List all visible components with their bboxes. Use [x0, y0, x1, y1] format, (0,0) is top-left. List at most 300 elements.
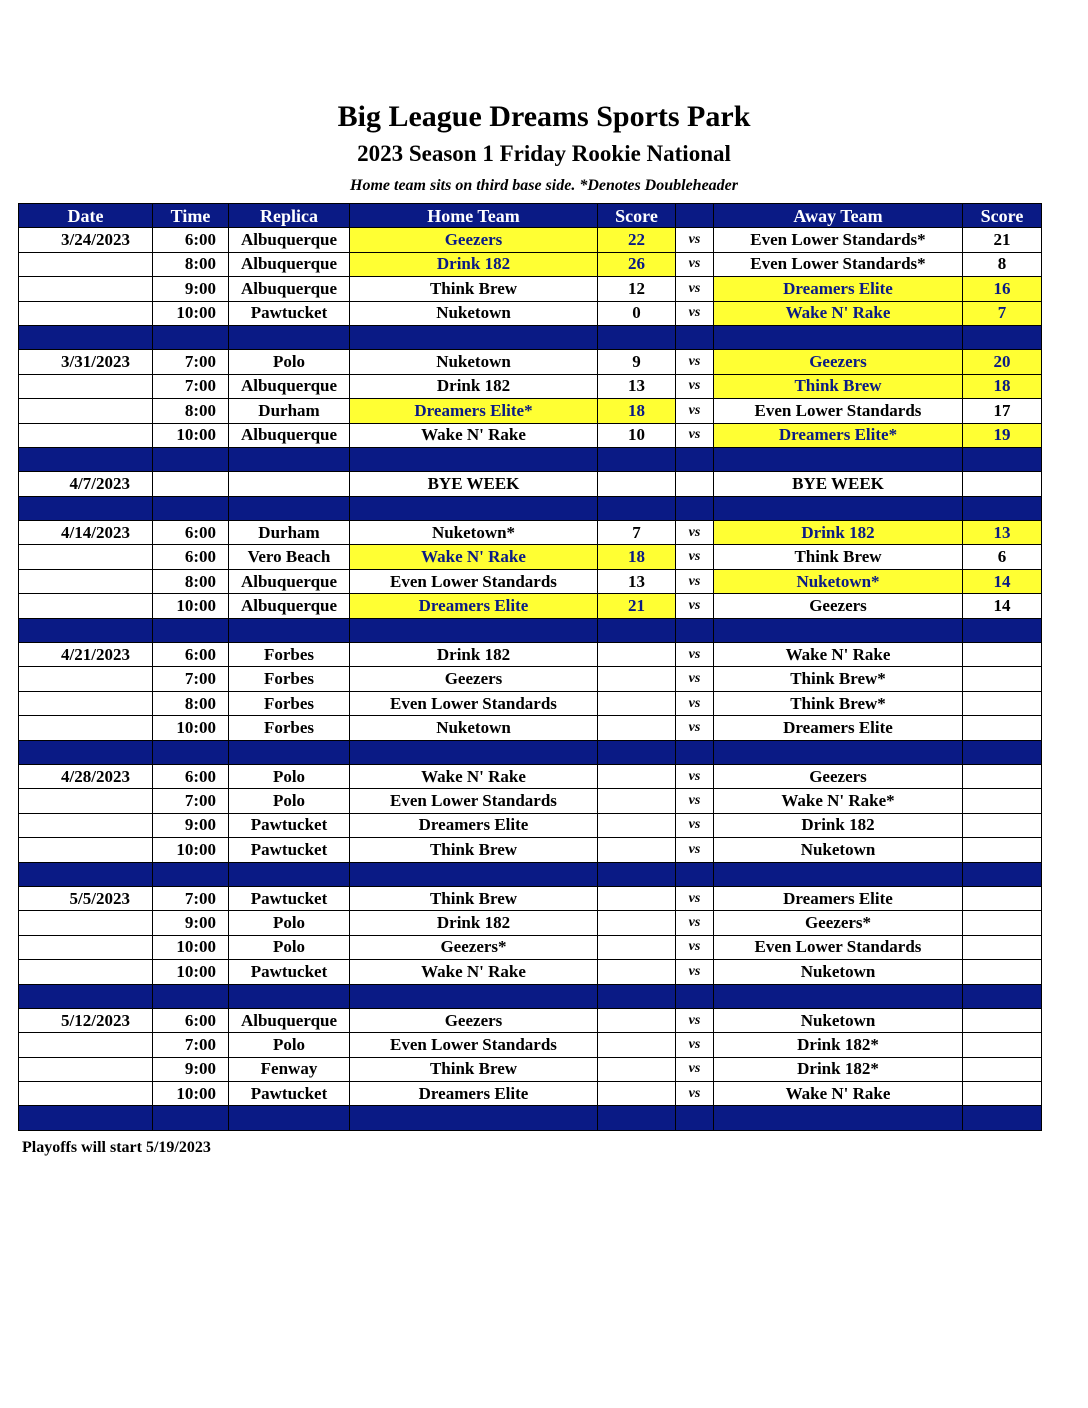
away-team-cell: Dreamers Elite	[714, 277, 963, 301]
separator-cell	[19, 325, 153, 349]
table-row	[19, 252, 1042, 276]
replica-cell: Fenway	[229, 1057, 350, 1081]
home-team-cell: Think Brew	[350, 886, 598, 910]
separator-cell	[153, 862, 229, 886]
away-score-cell: 7	[963, 301, 1042, 325]
home-score-cell: 18	[598, 545, 676, 569]
away-score-cell: 6	[963, 545, 1042, 569]
away-score-cell: 21	[963, 228, 1042, 252]
table-row	[19, 716, 1042, 740]
table-row	[19, 545, 1042, 569]
replica-cell: Albuquerque	[229, 1008, 350, 1032]
replica-cell: Albuquerque	[229, 277, 350, 301]
separator-cell	[229, 618, 350, 642]
week-separator-row	[19, 496, 1042, 520]
week-separator-row	[19, 740, 1042, 764]
replica-cell: Polo	[229, 789, 350, 813]
date-cell	[19, 277, 153, 301]
date-cell	[19, 399, 153, 423]
away-score-cell: 18	[963, 374, 1042, 398]
table-row	[19, 521, 1042, 545]
home-team-cell: Wake N' Rake	[350, 545, 598, 569]
table-row	[19, 789, 1042, 813]
separator-cell	[714, 740, 963, 764]
away-team-cell: Think Brew	[714, 545, 963, 569]
replica-cell: Albuquerque	[229, 374, 350, 398]
table-row	[19, 960, 1042, 984]
schedule-table	[18, 203, 1042, 1131]
table-row	[19, 301, 1042, 325]
replica-cell: Albuquerque	[229, 252, 350, 276]
away-team-cell: Think Brew*	[714, 691, 963, 715]
replica-cell: Albuquerque	[229, 423, 350, 447]
time-cell: 8:00	[153, 252, 229, 276]
away-team-cell: BYE WEEK	[714, 472, 963, 496]
away-score-cell	[963, 935, 1042, 959]
separator-cell	[714, 618, 963, 642]
away-team-cell: Drink 182	[714, 521, 963, 545]
vs-cell: vs	[676, 764, 714, 788]
home-score-cell	[598, 472, 676, 496]
date-cell	[19, 691, 153, 715]
replica-cell: Pawtucket	[229, 1082, 350, 1106]
separator-cell	[229, 1106, 350, 1130]
away-score-cell	[963, 838, 1042, 862]
away-score-cell: 19	[963, 423, 1042, 447]
home-team-cell: Nuketown*	[350, 521, 598, 545]
away-team-cell: Wake N' Rake	[714, 1082, 963, 1106]
away-score-cell	[963, 472, 1042, 496]
separator-cell	[229, 496, 350, 520]
separator-cell	[153, 984, 229, 1008]
column-header-home-team: Home Team	[350, 204, 598, 228]
time-cell: 8:00	[153, 399, 229, 423]
column-header-replica: Replica	[229, 204, 350, 228]
home-score-cell	[598, 813, 676, 837]
away-team-cell: Nuketown	[714, 838, 963, 862]
vs-cell: vs	[676, 521, 714, 545]
separator-cell	[598, 618, 676, 642]
date-cell	[19, 545, 153, 569]
separator-cell	[153, 618, 229, 642]
home-team-cell: Drink 182	[350, 374, 598, 398]
home-team-cell: Think Brew	[350, 838, 598, 862]
vs-cell: vs	[676, 301, 714, 325]
separator-cell	[963, 740, 1042, 764]
away-team-cell: Drink 182	[714, 813, 963, 837]
away-team-cell: Wake N' Rake	[714, 643, 963, 667]
table-row	[19, 643, 1042, 667]
separator-cell	[19, 496, 153, 520]
home-score-cell	[598, 716, 676, 740]
time-cell: 10:00	[153, 1082, 229, 1106]
table-row	[19, 838, 1042, 862]
week-separator-row	[19, 325, 1042, 349]
replica-cell: Albuquerque	[229, 594, 350, 618]
separator-cell	[676, 984, 714, 1008]
date-cell	[19, 960, 153, 984]
separator-cell	[350, 1106, 598, 1130]
replica-cell: Polo	[229, 764, 350, 788]
time-cell: 8:00	[153, 569, 229, 593]
replica-cell: Pawtucket	[229, 813, 350, 837]
away-team-cell: Geezers	[714, 594, 963, 618]
separator-cell	[963, 447, 1042, 471]
away-team-cell: Geezers*	[714, 911, 963, 935]
away-team-cell: Even Lower Standards*	[714, 228, 963, 252]
time-cell: 6:00	[153, 545, 229, 569]
home-score-cell: 10	[598, 423, 676, 447]
away-team-cell: Geezers	[714, 350, 963, 374]
date-cell	[19, 374, 153, 398]
vs-cell: vs	[676, 277, 714, 301]
column-header-date: Date	[19, 204, 153, 228]
table-row	[19, 911, 1042, 935]
home-score-cell	[598, 1057, 676, 1081]
away-team-cell: Nuketown	[714, 1008, 963, 1032]
table-row	[19, 935, 1042, 959]
date-cell: 5/5/2023	[19, 886, 153, 910]
separator-cell	[350, 740, 598, 764]
time-cell: 10:00	[153, 960, 229, 984]
separator-cell	[714, 1106, 963, 1130]
vs-cell	[676, 472, 714, 496]
separator-cell	[598, 447, 676, 471]
separator-cell	[676, 862, 714, 886]
separator-cell	[714, 984, 963, 1008]
separator-cell	[963, 618, 1042, 642]
separator-cell	[153, 740, 229, 764]
playoffs-note: Playoffs will start 5/19/2023	[22, 1139, 211, 1156]
time-cell: 6:00	[153, 1008, 229, 1032]
separator-cell	[19, 447, 153, 471]
away-score-cell	[963, 716, 1042, 740]
date-cell: 4/7/2023	[19, 472, 153, 496]
time-cell: 9:00	[153, 277, 229, 301]
column-header-vs	[676, 204, 714, 228]
away-team-cell: Drink 182*	[714, 1057, 963, 1081]
home-team-cell: Think Brew	[350, 277, 598, 301]
time-cell: 10:00	[153, 301, 229, 325]
week-separator-row	[19, 862, 1042, 886]
away-score-cell: 13	[963, 521, 1042, 545]
time-cell: 7:00	[153, 350, 229, 374]
replica-cell: Pawtucket	[229, 301, 350, 325]
vs-cell: vs	[676, 374, 714, 398]
vs-cell: vs	[676, 423, 714, 447]
date-cell: 4/14/2023	[19, 521, 153, 545]
date-cell	[19, 301, 153, 325]
home-team-cell: Geezers	[350, 667, 598, 691]
separator-cell	[676, 496, 714, 520]
home-score-cell	[598, 789, 676, 813]
away-team-cell: Dreamers Elite*	[714, 423, 963, 447]
home-score-cell	[598, 691, 676, 715]
table-row	[19, 691, 1042, 715]
home-team-cell: Wake N' Rake	[350, 764, 598, 788]
vs-cell: vs	[676, 911, 714, 935]
replica-cell: Polo	[229, 350, 350, 374]
away-score-cell	[963, 1033, 1042, 1057]
replica-cell: Polo	[229, 911, 350, 935]
vs-cell: vs	[676, 789, 714, 813]
away-score-cell	[963, 1082, 1042, 1106]
separator-cell	[229, 862, 350, 886]
date-cell: 3/24/2023	[19, 228, 153, 252]
away-score-cell: 20	[963, 350, 1042, 374]
away-team-cell: Wake N' Rake	[714, 301, 963, 325]
table-row	[19, 350, 1042, 374]
away-score-cell: 16	[963, 277, 1042, 301]
time-cell: 10:00	[153, 838, 229, 862]
separator-cell	[153, 496, 229, 520]
home-team-cell: Even Lower Standards	[350, 1033, 598, 1057]
home-team-cell: Wake N' Rake	[350, 960, 598, 984]
replica-cell: Forbes	[229, 716, 350, 740]
date-cell	[19, 423, 153, 447]
home-team-cell: Think Brew	[350, 1057, 598, 1081]
separator-cell	[598, 984, 676, 1008]
home-team-cell: Nuketown	[350, 350, 598, 374]
away-team-cell: Think Brew*	[714, 667, 963, 691]
week-separator-row	[19, 447, 1042, 471]
away-team-cell: Wake N' Rake*	[714, 789, 963, 813]
separator-cell	[963, 1106, 1042, 1130]
home-team-cell: Drink 182	[350, 911, 598, 935]
home-team-cell: Dreamers Elite*	[350, 399, 598, 423]
home-score-cell	[598, 667, 676, 691]
time-cell: 10:00	[153, 423, 229, 447]
home-score-cell	[598, 643, 676, 667]
vs-cell: vs	[676, 716, 714, 740]
home-score-cell: 22	[598, 228, 676, 252]
replica-cell: Albuquerque	[229, 569, 350, 593]
replica-cell: Durham	[229, 521, 350, 545]
away-team-cell: Geezers	[714, 764, 963, 788]
table-row	[19, 594, 1042, 618]
home-score-cell: 9	[598, 350, 676, 374]
away-score-cell	[963, 911, 1042, 935]
vs-cell: vs	[676, 569, 714, 593]
home-team-cell: Even Lower Standards	[350, 569, 598, 593]
table-row	[19, 1057, 1042, 1081]
page-subtitle: 2023 Season 1 Friday Rookie National	[357, 141, 731, 166]
home-score-cell: 12	[598, 277, 676, 301]
time-cell: 7:00	[153, 789, 229, 813]
replica-cell: Polo	[229, 1033, 350, 1057]
home-team-cell: Drink 182	[350, 252, 598, 276]
home-team-cell: Geezers*	[350, 935, 598, 959]
separator-cell	[229, 325, 350, 349]
away-score-cell	[963, 643, 1042, 667]
week-separator-row	[19, 618, 1042, 642]
replica-cell: Albuquerque	[229, 228, 350, 252]
replica-cell: Vero Beach	[229, 545, 350, 569]
separator-cell	[598, 740, 676, 764]
separator-cell	[350, 447, 598, 471]
time-cell: 6:00	[153, 521, 229, 545]
replica-cell: Forbes	[229, 667, 350, 691]
date-cell: 3/31/2023	[19, 350, 153, 374]
separator-cell	[714, 496, 963, 520]
away-score-cell	[963, 789, 1042, 813]
time-cell: 10:00	[153, 594, 229, 618]
home-score-cell	[598, 935, 676, 959]
separator-cell	[19, 862, 153, 886]
separator-cell	[350, 984, 598, 1008]
away-score-cell: 14	[963, 594, 1042, 618]
time-cell: 9:00	[153, 813, 229, 837]
separator-cell	[676, 740, 714, 764]
separator-cell	[598, 496, 676, 520]
table-row	[19, 399, 1042, 423]
column-header-away-team: Away Team	[714, 204, 963, 228]
date-cell	[19, 569, 153, 593]
replica-cell: Forbes	[229, 691, 350, 715]
home-score-cell: 7	[598, 521, 676, 545]
home-team-cell: Geezers	[350, 1008, 598, 1032]
home-team-cell: Nuketown	[350, 716, 598, 740]
vs-cell: vs	[676, 1082, 714, 1106]
separator-cell	[714, 325, 963, 349]
home-team-cell: Drink 182	[350, 643, 598, 667]
home-team-cell: Dreamers Elite	[350, 594, 598, 618]
separator-cell	[676, 1106, 714, 1130]
time-cell: 7:00	[153, 374, 229, 398]
time-cell: 6:00	[153, 228, 229, 252]
time-cell: 6:00	[153, 643, 229, 667]
column-header-away-score: Score	[963, 204, 1042, 228]
table-row	[19, 569, 1042, 593]
time-cell: 10:00	[153, 935, 229, 959]
separator-cell	[714, 447, 963, 471]
vs-cell: vs	[676, 691, 714, 715]
week-separator-row	[19, 1106, 1042, 1130]
home-team-cell: Geezers	[350, 228, 598, 252]
home-score-cell: 13	[598, 569, 676, 593]
away-score-cell	[963, 667, 1042, 691]
away-score-cell: 14	[963, 569, 1042, 593]
separator-cell	[963, 496, 1042, 520]
home-team-cell: Dreamers Elite	[350, 1082, 598, 1106]
time-cell: 7:00	[153, 667, 229, 691]
home-score-cell	[598, 960, 676, 984]
date-cell	[19, 716, 153, 740]
table-row	[19, 813, 1042, 837]
away-team-cell: Even Lower Standards	[714, 399, 963, 423]
away-team-cell: Think Brew	[714, 374, 963, 398]
date-cell: 4/28/2023	[19, 764, 153, 788]
away-score-cell	[963, 691, 1042, 715]
date-cell	[19, 252, 153, 276]
column-header-time: Time	[153, 204, 229, 228]
home-score-cell: 0	[598, 301, 676, 325]
time-cell	[153, 472, 229, 496]
home-team-cell: Wake N' Rake	[350, 423, 598, 447]
replica-cell: Polo	[229, 935, 350, 959]
replica-cell: Pawtucket	[229, 960, 350, 984]
away-score-cell	[963, 1008, 1042, 1032]
date-cell	[19, 935, 153, 959]
vs-cell: vs	[676, 1057, 714, 1081]
table-row	[19, 374, 1042, 398]
separator-cell	[676, 618, 714, 642]
table-row	[19, 667, 1042, 691]
home-score-cell: 18	[598, 399, 676, 423]
table-row	[19, 1008, 1042, 1032]
date-cell	[19, 1082, 153, 1106]
separator-cell	[19, 984, 153, 1008]
vs-cell: vs	[676, 960, 714, 984]
vs-cell: vs	[676, 594, 714, 618]
away-team-cell: Drink 182*	[714, 1033, 963, 1057]
vs-cell: vs	[676, 667, 714, 691]
replica-cell: Pawtucket	[229, 886, 350, 910]
home-score-cell: 21	[598, 594, 676, 618]
header-row	[19, 204, 1042, 228]
separator-cell	[714, 862, 963, 886]
away-team-cell: Nuketown	[714, 960, 963, 984]
separator-cell	[598, 862, 676, 886]
replica-cell: Durham	[229, 399, 350, 423]
date-cell	[19, 594, 153, 618]
separator-cell	[598, 325, 676, 349]
vs-cell: vs	[676, 935, 714, 959]
separator-cell	[350, 618, 598, 642]
home-score-cell	[598, 886, 676, 910]
table-row	[19, 472, 1042, 496]
vs-cell: vs	[676, 838, 714, 862]
time-cell: 10:00	[153, 716, 229, 740]
date-cell	[19, 838, 153, 862]
column-header-home-score: Score	[598, 204, 676, 228]
time-cell: 7:00	[153, 886, 229, 910]
separator-cell	[19, 1106, 153, 1130]
home-team-cell: Even Lower Standards	[350, 789, 598, 813]
separator-cell	[963, 325, 1042, 349]
time-cell: 9:00	[153, 911, 229, 935]
page-note: Home team sits on third base side. *Denotes Doubleheader	[350, 177, 738, 194]
vs-cell: vs	[676, 399, 714, 423]
table-row	[19, 764, 1042, 788]
date-cell	[19, 1033, 153, 1057]
home-score-cell	[598, 911, 676, 935]
home-score-cell	[598, 1033, 676, 1057]
separator-cell	[963, 862, 1042, 886]
table-row	[19, 886, 1042, 910]
away-team-cell: Dreamers Elite	[714, 716, 963, 740]
separator-cell	[963, 984, 1042, 1008]
separator-cell	[153, 325, 229, 349]
date-cell: 5/12/2023	[19, 1008, 153, 1032]
date-cell	[19, 667, 153, 691]
date-cell: 4/21/2023	[19, 643, 153, 667]
vs-cell: vs	[676, 545, 714, 569]
table-row	[19, 423, 1042, 447]
table-row	[19, 277, 1042, 301]
separator-cell	[19, 740, 153, 764]
home-team-cell: Dreamers Elite	[350, 813, 598, 837]
date-cell	[19, 1057, 153, 1081]
vs-cell: vs	[676, 1033, 714, 1057]
home-team-cell: Even Lower Standards	[350, 691, 598, 715]
vs-cell: vs	[676, 350, 714, 374]
away-team-cell: Even Lower Standards	[714, 935, 963, 959]
separator-cell	[153, 447, 229, 471]
home-score-cell: 26	[598, 252, 676, 276]
separator-cell	[350, 862, 598, 886]
separator-cell	[676, 447, 714, 471]
